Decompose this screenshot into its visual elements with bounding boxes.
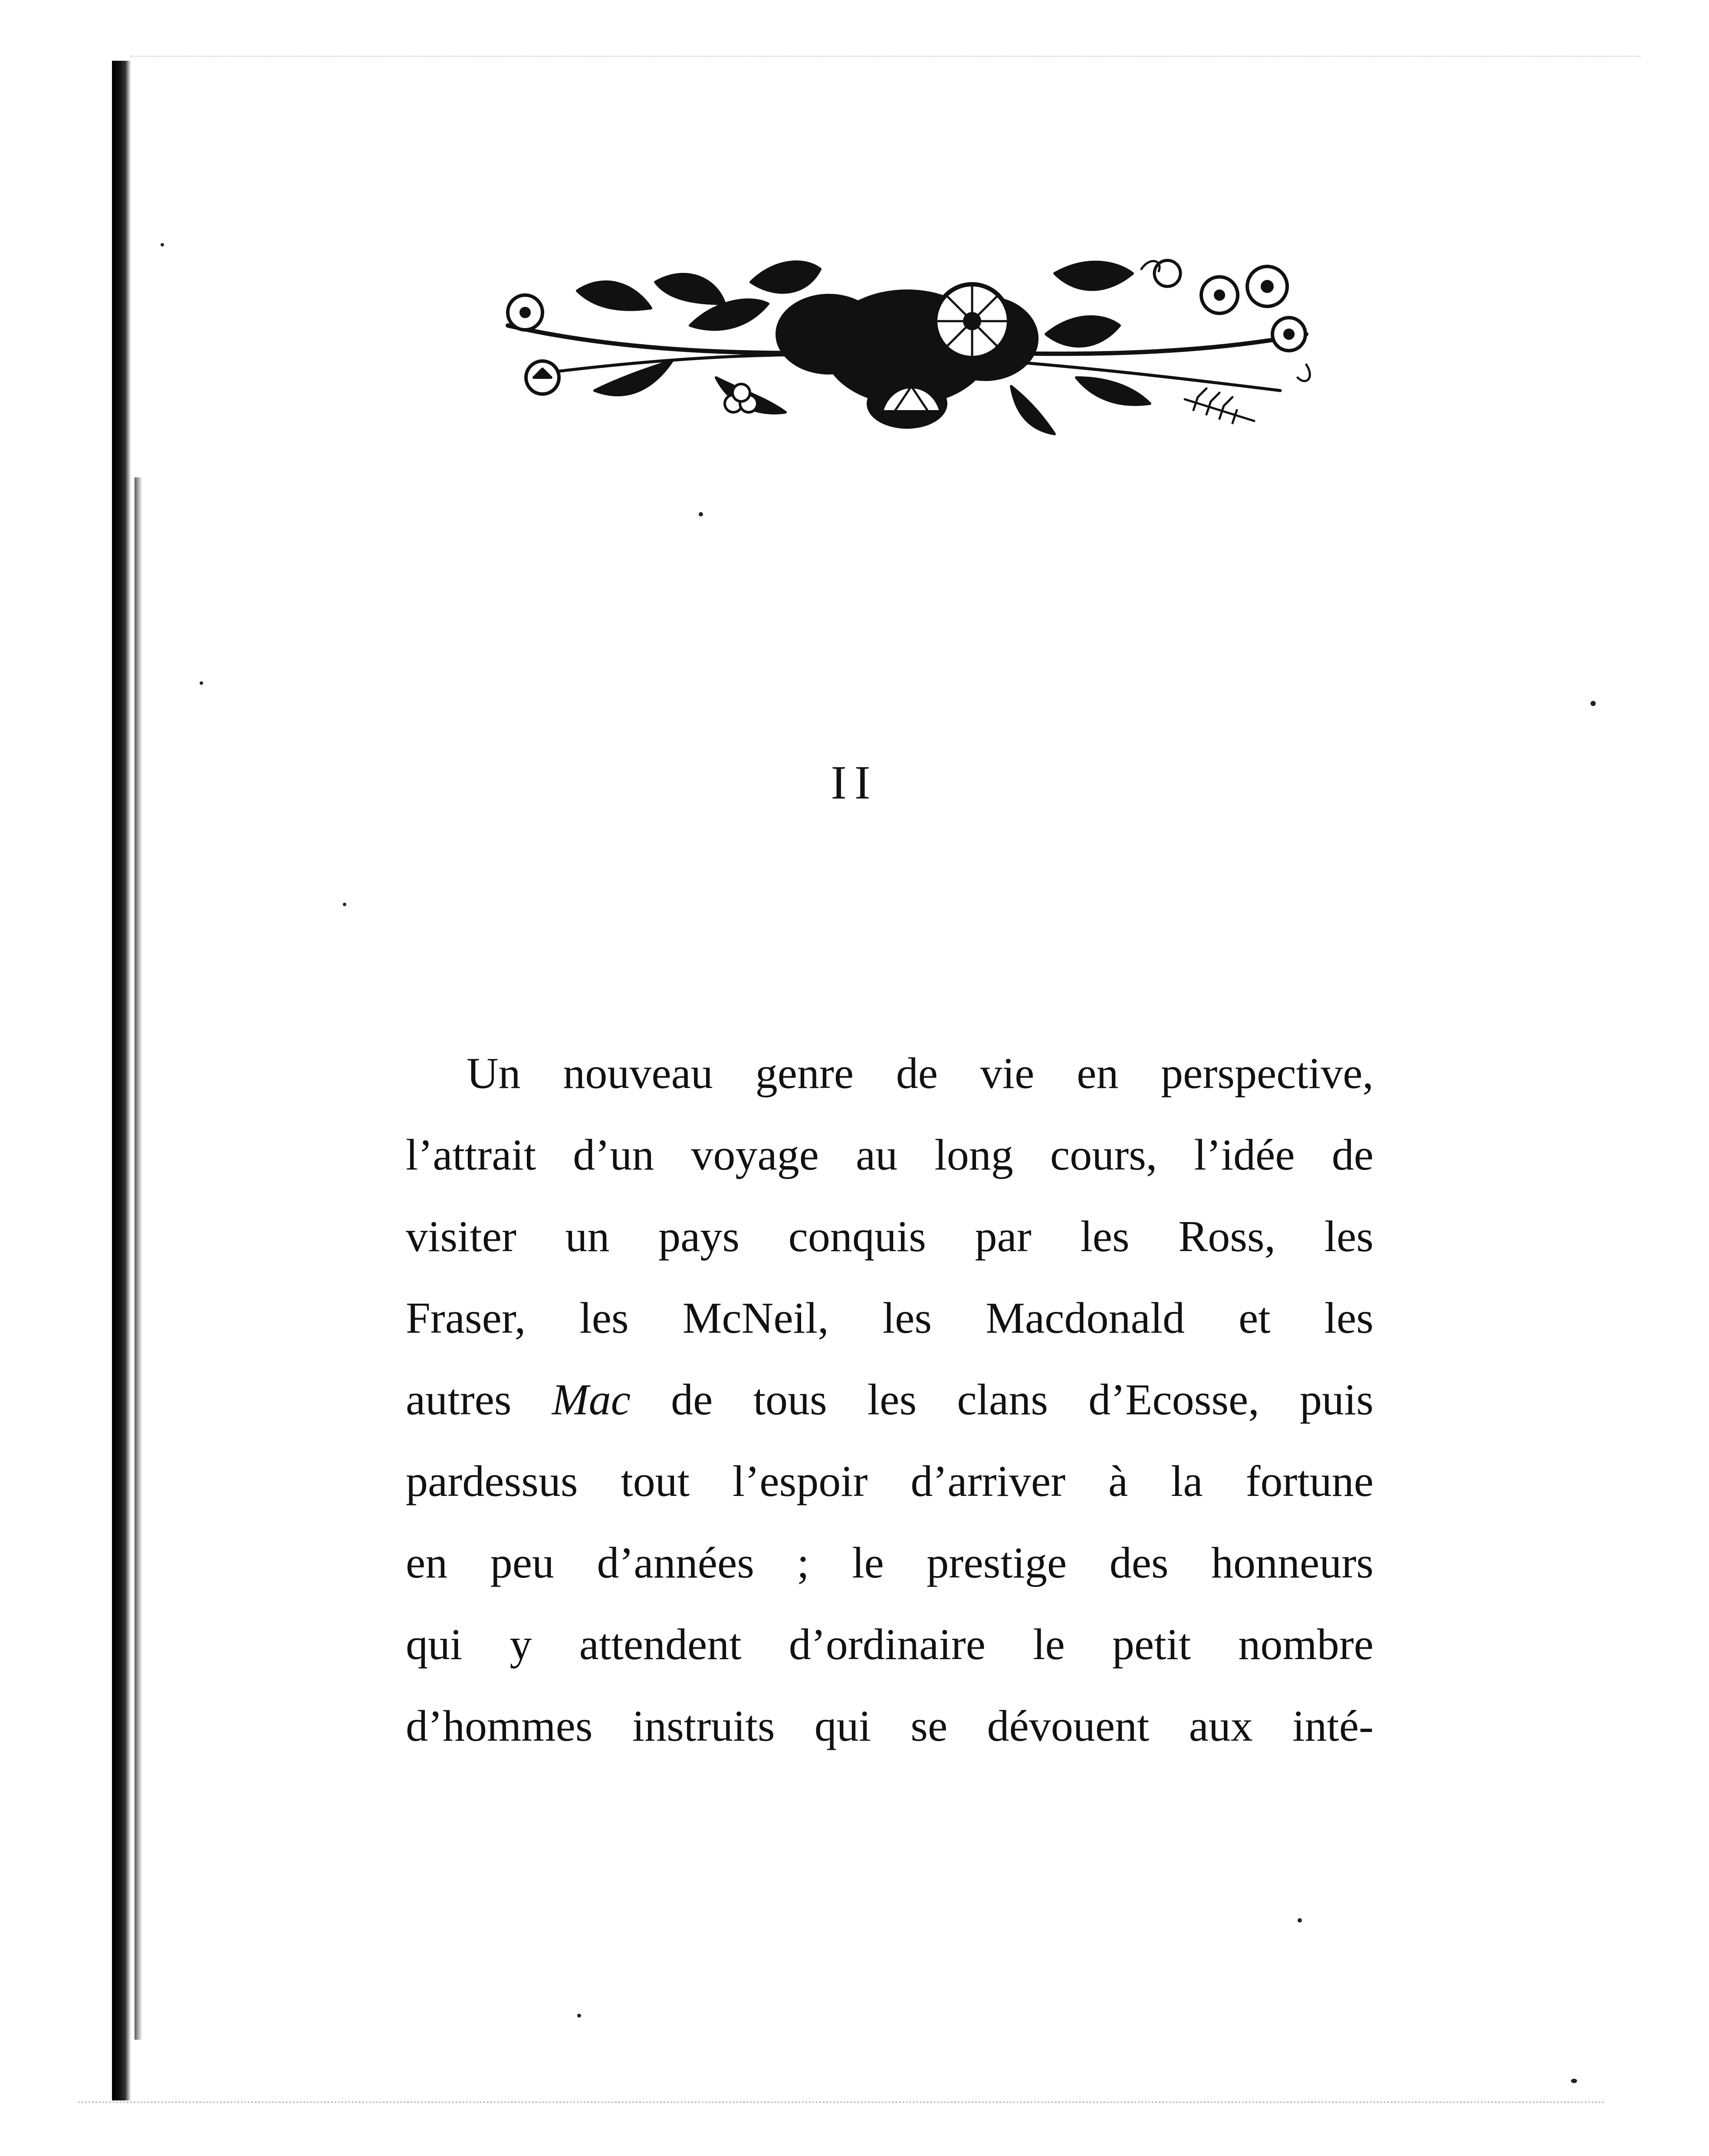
binding-gutter-fade [135,477,142,2040]
line-text: de tous les clans d’Ecosse, puis [630,1375,1374,1424]
scan-speck [1591,701,1596,706]
scan-speck [343,903,346,906]
paragraph-line: en peu d’années ; le prestige des honneurs [406,1538,1374,1587]
italic-word: Mac [552,1375,631,1424]
paragraph-line: visiter un pays conquis par les Ross, les [406,1212,1374,1261]
scan-speck [1298,1918,1302,1923]
paragraph-line: Fraser, les McNeil, les Macdonald et les [406,1294,1374,1343]
binding-gutter-shadow [112,61,131,2100]
paragraph [406,1033,1374,1767]
paragraph-line: pardessus tout l’espoir d’arriver à la fortune [406,1457,1374,1506]
scan-speck [699,512,703,516]
line-text: autres [406,1375,552,1424]
paragraph-line: qui y attendent d’ordinaire le petit nombre [406,1620,1374,1669]
scan-speck [577,2014,581,2018]
scan-speck [161,243,164,246]
scan-speck [1571,2079,1577,2083]
chapter-number: II [831,756,878,809]
page-bottom-edge [78,2101,1606,2104]
page-top-edge [130,56,1640,58]
floral-vignette-icon [490,247,1328,438]
paragraph-line: d’hommes instruits qui se dévouent aux inté- [406,1702,1374,1751]
paragraph-line: l’attrait d’un voyage au long cours, l’idée de [406,1131,1374,1180]
paragraph-line [406,1359,1374,1441]
paragraph-line: Un nouveau genre de vie en perspective, [467,1049,1374,1098]
scan-speck [200,681,203,685]
